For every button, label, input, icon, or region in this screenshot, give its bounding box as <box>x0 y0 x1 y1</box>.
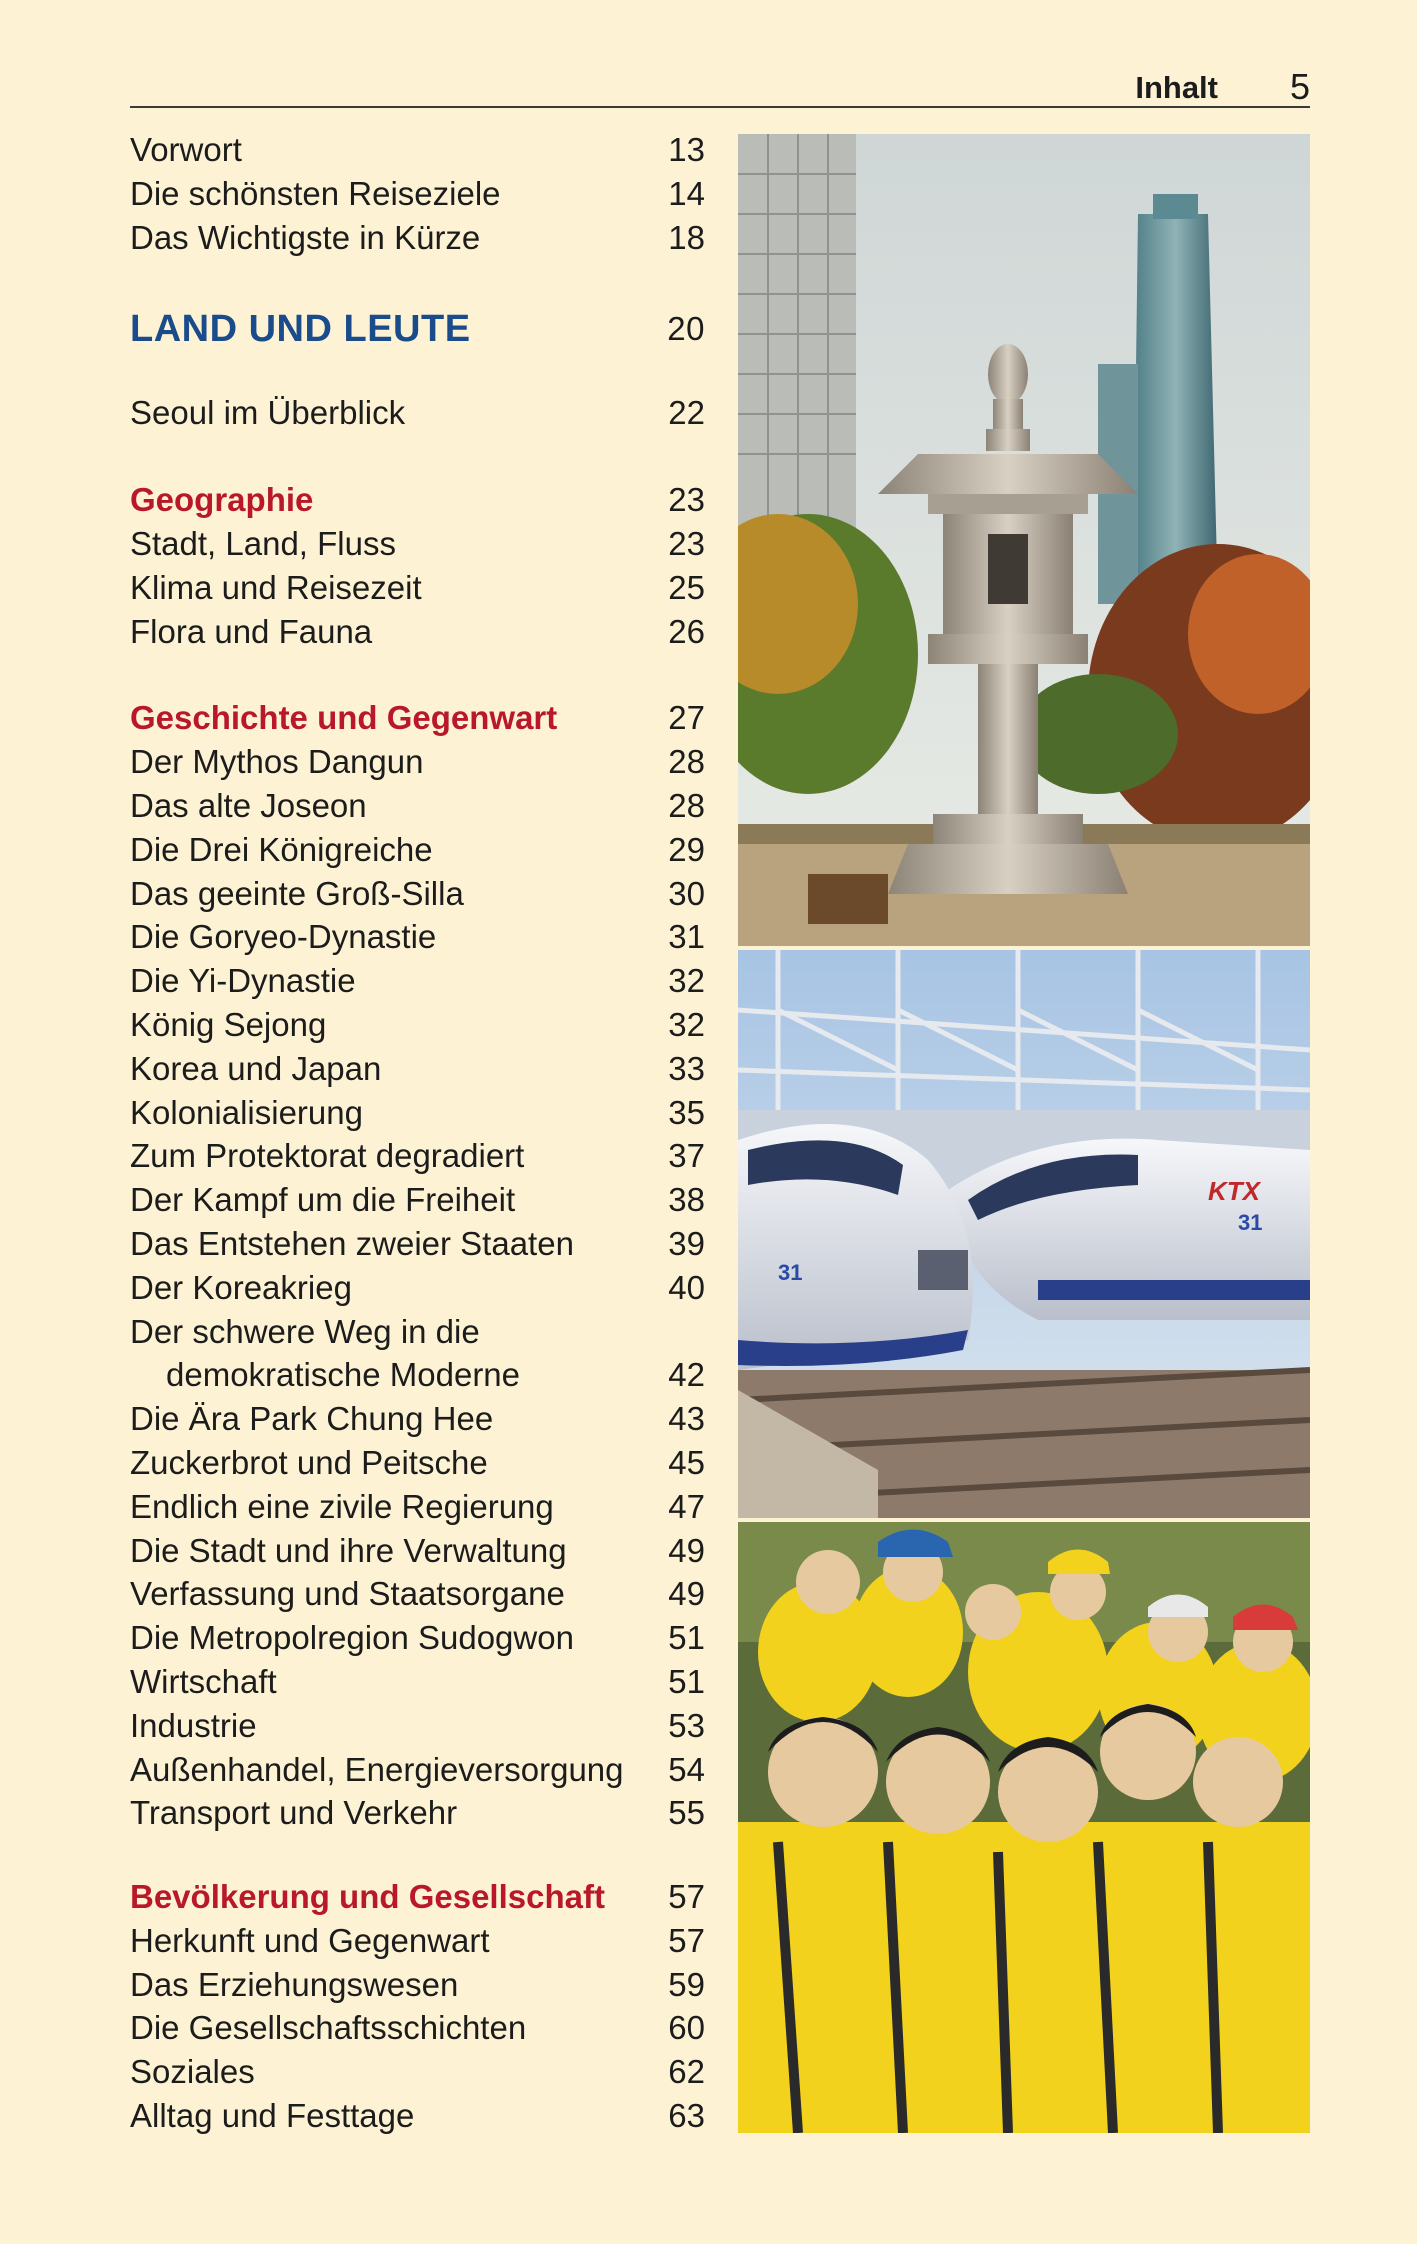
page-header <box>130 62 1310 108</box>
toc-entry-page: 63 <box>668 2097 705 2135</box>
toc-entry <box>130 1266 705 1310</box>
toc-entry-page: 57 <box>668 1921 705 1959</box>
toc-entry-title: Verfassung und Staatsorgane <box>130 1575 565 1613</box>
toc-entry-page: 45 <box>668 1443 705 1481</box>
toc-entry-page: 18 <box>668 218 705 256</box>
photo-column <box>738 134 1310 2133</box>
toc-entry-title: Herkunft und Gegenwart <box>130 1921 490 1959</box>
toc-entry-title: Das Entstehen zweier Staaten <box>130 1224 574 1262</box>
toc-entry <box>130 1178 705 1222</box>
toc-entry <box>130 1310 705 1354</box>
toc-entry-page: 40 <box>668 1268 705 1306</box>
toc-entry-page: 57 <box>668 1878 705 1916</box>
toc-entry-title: Die Stadt und ihre Verwaltung <box>130 1531 567 1569</box>
toc-entry-page: 47 <box>668 1487 705 1525</box>
toc-entry-title: Transport und Verkehr <box>130 1794 458 1832</box>
toc-entry <box>130 828 705 872</box>
toc-entry <box>130 1660 705 1704</box>
toc-entry-page: 51 <box>668 1662 705 1700</box>
toc-entry <box>130 872 705 916</box>
toc-entry <box>130 1963 705 2007</box>
toc-entry-page: 42 <box>668 1356 705 1394</box>
toc-entry-page: 54 <box>668 1750 705 1788</box>
toc-entry <box>130 216 705 260</box>
svg-text:31: 31 <box>1238 1210 1263 1235</box>
toc-entry-title: Die Metropolregion Sudogwon <box>130 1619 574 1657</box>
section-title: Inhalt <box>1135 70 1218 105</box>
toc-entry-title: Klima und Reisezeit <box>130 568 422 606</box>
toc-entry <box>130 1047 705 1091</box>
toc-entry <box>130 1397 705 1441</box>
toc-entry-title: Das alte Joseon <box>130 786 367 824</box>
toc-entry <box>130 959 705 1003</box>
toc-entry <box>130 1616 705 1660</box>
toc-entry-page: 59 <box>668 1965 705 2003</box>
toc-entry-page: 28 <box>668 786 705 824</box>
toc-entry-page: 53 <box>668 1706 705 1744</box>
toc-entry-page: 55 <box>668 1794 705 1832</box>
toc-entry-title: Soziales <box>130 2053 255 2091</box>
toc-entry-title: Korea und Japan <box>130 1049 382 1087</box>
toc-entry-page: 13 <box>668 131 705 168</box>
toc-entry-page: 28 <box>668 743 705 781</box>
table-of-contents <box>130 128 705 2138</box>
toc-entry-page: 30 <box>668 874 705 912</box>
toc-entry-page: 35 <box>668 1093 705 1131</box>
toc-entry <box>130 1091 705 1135</box>
toc-entry-page: 60 <box>668 2009 705 2047</box>
toc-entry-title: Seoul im Überblick <box>130 394 406 432</box>
toc-entry-page: 29 <box>668 830 705 868</box>
toc-entry-page: 51 <box>668 1619 705 1657</box>
toc-chapter <box>130 304 705 354</box>
toc-entry-title: Vorwort <box>130 131 242 168</box>
wooden-sign <box>808 874 888 924</box>
toc-entry <box>130 566 705 610</box>
toc-entry-title: Die schönsten Reiseziele <box>130 174 501 212</box>
toc-entry-page: 39 <box>668 1224 705 1262</box>
toc-gap <box>130 435 705 478</box>
toc-entry <box>130 1919 705 1963</box>
toc-entry-title: demokratische Moderne <box>166 1356 521 1394</box>
toc-entry <box>130 2050 705 2094</box>
toc-entry-title: Zum Protektorat degradiert <box>130 1137 525 1175</box>
toc-entry <box>130 128 705 172</box>
toc-entry-page: 27 <box>668 699 705 737</box>
toc-entry <box>130 1748 705 1792</box>
toc-entry-title: Das Erziehungswesen <box>130 1965 459 2003</box>
toc-entry-page: 62 <box>668 2053 705 2091</box>
toc-entry-page: 22 <box>668 394 705 432</box>
photo-ktx-trains <box>738 950 1310 1518</box>
toc-entry-page: 33 <box>668 1049 705 1087</box>
toc-entry <box>130 1441 705 1485</box>
toc-section-heading <box>130 1875 705 1919</box>
photo-stone-lantern <box>738 134 1310 946</box>
toc-entry-page: 38 <box>668 1181 705 1219</box>
toc-entry-title: Wirtschaft <box>130 1662 277 1700</box>
toc-entry-page: 20 <box>667 310 705 348</box>
toc-entry-page: 25 <box>668 568 705 606</box>
photo-school-children <box>738 1522 1310 2133</box>
page-number: 5 <box>1289 66 1310 107</box>
toc-entry-title: Bevölkerung und Gesellschaft <box>130 1878 605 1916</box>
toc-entry-title: Endlich eine zivile Regierung <box>130 1487 554 1525</box>
toc-entry <box>130 1222 705 1266</box>
toc-entry <box>130 1529 705 1573</box>
toc-entry-title: Die Yi-Dynastie <box>130 962 356 1000</box>
train-right <box>948 1139 1310 1320</box>
toc-entry-page: 31 <box>668 918 705 956</box>
toc-entry-page: 23 <box>668 481 705 519</box>
toc-entry <box>130 1134 705 1178</box>
toc-entry <box>130 1353 705 1397</box>
toc-entry-title: Die Drei Königreiche <box>130 830 433 868</box>
toc-entry <box>130 1704 705 1748</box>
toc-entry-title: Kolonialisierung <box>130 1093 363 1131</box>
toc-entry-title: Geschichte und Gegenwart <box>130 699 558 737</box>
toc-entry <box>130 522 705 566</box>
toc-entry-title: Das geeinte Groß-Silla <box>130 874 464 912</box>
toc-entry-title: Der Koreakrieg <box>130 1268 352 1306</box>
toc-entry-page: 32 <box>668 962 705 1000</box>
toc-entry-title: Zuckerbrot und Peitsche <box>130 1443 488 1481</box>
toc-entry-page: 26 <box>668 612 705 650</box>
toc-entry-title: Industrie <box>130 1706 257 1744</box>
toc-gap <box>130 354 705 391</box>
toc-gap <box>130 259 705 304</box>
toc-entry <box>130 1791 705 1835</box>
toc-entry-title: Der Mythos Dangun <box>130 743 424 781</box>
toc-entry <box>130 610 705 654</box>
svg-text:31: 31 <box>778 1260 803 1285</box>
toc-entry-title: Flora und Fauna <box>130 612 373 650</box>
toc-entry-title: Geographie <box>130 481 314 519</box>
toc-entry <box>130 1485 705 1529</box>
toc-entry-title: Stadt, Land, Fluss <box>130 524 396 562</box>
toc-entry-title: Der Kampf um die Freiheit <box>130 1181 516 1219</box>
toc-entry-page: 43 <box>668 1400 705 1438</box>
toc-entry-title: Die Ära Park Chung Hee <box>130 1400 494 1438</box>
toc-entry <box>130 1003 705 1047</box>
svg-text:KTX: KTX <box>1208 1176 1260 1206</box>
toc-gap <box>130 653 705 696</box>
toc-entry-title: Die Gesellschaftsschichten <box>130 2009 527 2047</box>
toc-entry <box>130 740 705 784</box>
toc-entry-title: Der schwere Weg in die <box>130 1312 480 1350</box>
toc-entry <box>130 784 705 828</box>
toc-entry <box>130 2094 705 2138</box>
toc-entry-title: Außenhandel, Energieversorgung <box>130 1750 624 1788</box>
toc-entry-title: Das Wichtigste in Kürze <box>130 218 481 256</box>
toc-entry-title: König Sejong <box>130 1005 327 1043</box>
toc-entry <box>130 1572 705 1616</box>
toc-entry <box>130 915 705 959</box>
toc-section-heading <box>130 478 705 522</box>
toc-entry <box>130 172 705 216</box>
toc-entry-page: 23 <box>668 524 705 562</box>
toc-entry-title: LAND UND LEUTE <box>130 308 471 351</box>
toc-entry-page: 14 <box>668 174 705 212</box>
toc-entry <box>130 391 705 435</box>
toc-section-heading <box>130 696 705 740</box>
toc-gap <box>130 1835 705 1875</box>
toc-entry-page: 49 <box>668 1531 705 1569</box>
toc-entry-page: 37 <box>668 1137 705 1175</box>
toc-entry-title: Die Goryeo-Dynastie <box>130 918 437 956</box>
toc-entry-title: Alltag und Festtage <box>130 2097 415 2135</box>
toc-entry-page: 49 <box>668 1575 705 1613</box>
toc-entry <box>130 2006 705 2050</box>
toc-entry-page: 32 <box>668 1005 705 1043</box>
